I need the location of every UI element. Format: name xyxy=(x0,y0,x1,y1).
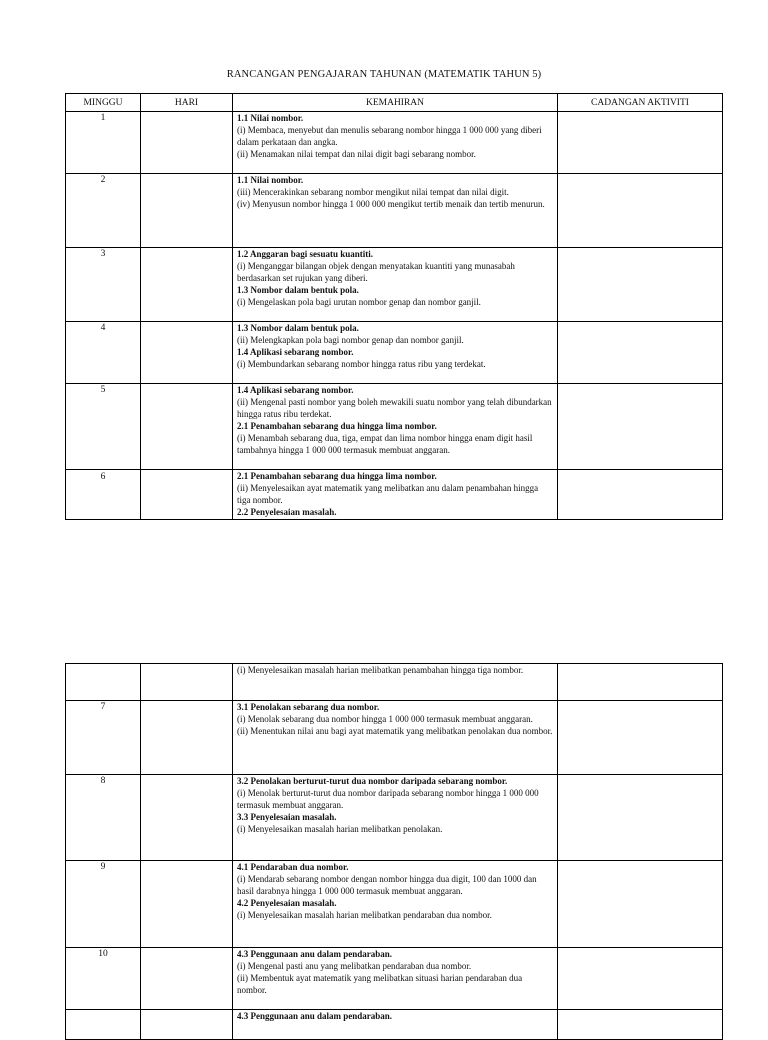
table-row xyxy=(66,174,723,248)
hari-cell xyxy=(141,248,233,322)
skill-heading: 4.3 Penggunaan anu dalam pendaraban. xyxy=(237,1011,393,1021)
skill-item: (i) Menganggar bilangan objek dengan menyatakan kuantiti yang munasabah berdasarkan set rujukan yang diberi. xyxy=(237,261,515,283)
hari-cell xyxy=(141,322,233,384)
week-number-cell: 2 xyxy=(66,174,141,248)
week-number-cell xyxy=(66,664,141,701)
skill-item: (i) Mengenal pasti anu yang melibatkan pendaraban dua nombor. xyxy=(237,961,472,971)
kemahiran-cell xyxy=(233,775,558,861)
skill-item: (i) Membaca, menyebut dan menulis sebarang nombor hingga 1 000 000 yang diberi dalam perkataan dan angka. xyxy=(237,125,542,147)
cadangan-aktiviti-cell xyxy=(558,775,723,861)
skill-item: (iv) Menyusun nombor hingga 1 000 000 mengikut tertib menaik dan tertib menurun. xyxy=(237,199,545,209)
skill-heading: 2.1 Penambahan sebarang dua hingga lima nombor. xyxy=(237,471,437,481)
skill-heading: 4.1 Pendaraban dua nombor. xyxy=(237,862,349,872)
table-header-row xyxy=(66,94,723,112)
table-row xyxy=(66,384,723,470)
table-row xyxy=(66,948,723,1010)
hari-cell xyxy=(141,384,233,470)
skill-item: (i) Menolak sebarang dua nombor hingga 1 000 000 termasuk membuat anggaran. xyxy=(237,714,533,724)
skill-heading: 2.2 Penyelesaian masalah. xyxy=(237,507,337,517)
skill-item: (i) Menyelesaikan masalah harian melibatkan penambahan hingga tiga nombor. xyxy=(237,665,524,675)
kemahiran-cell xyxy=(233,322,558,384)
table-row xyxy=(66,664,723,701)
plan-table-page-2 xyxy=(65,663,723,1040)
hari-cell xyxy=(141,1010,233,1040)
plan-table-page-1 xyxy=(65,93,723,520)
header-minggu: MINGGU xyxy=(66,94,141,112)
table-row xyxy=(66,248,723,322)
cadangan-aktiviti-cell xyxy=(558,112,723,174)
week-number-cell: 4 xyxy=(66,322,141,384)
table-row xyxy=(66,112,723,174)
hari-cell xyxy=(141,664,233,701)
cadangan-aktiviti-cell xyxy=(558,664,723,701)
kemahiran-cell xyxy=(233,112,558,174)
cadangan-aktiviti-cell xyxy=(558,322,723,384)
skill-heading: 3.2 Penolakan berturut-turut dua nombor daripada sebarang nombor. xyxy=(237,776,508,786)
skill-item: (i) Menyelesaikan masalah harian melibatkan penolakan. xyxy=(237,824,443,834)
week-number-cell: 5 xyxy=(66,384,141,470)
cadangan-aktiviti-cell xyxy=(558,861,723,948)
skill-item: (ii) Menamakan nilai tempat dan nilai digit bagi sebarang nombor. xyxy=(237,149,476,159)
skill-heading: 4.2 Penyelesaian masalah. xyxy=(237,898,337,908)
kemahiran-cell xyxy=(233,664,558,701)
cadangan-aktiviti-cell xyxy=(558,948,723,1010)
skill-item: (ii) Menentukan nilai anu bagi ayat matematik yang melibatkan penolakan dua nombor. xyxy=(237,726,553,736)
skill-heading: 1.1 Nilai nombor. xyxy=(237,113,304,123)
header-kemahiran: KEMAHIRAN xyxy=(233,94,558,112)
hari-cell xyxy=(141,948,233,1010)
skill-heading: 1.4 Aplikasi sebarang nombor. xyxy=(237,385,354,395)
skill-heading: 1.3 Nombor dalam bentuk pola. xyxy=(237,285,359,295)
hari-cell xyxy=(141,112,233,174)
table-row xyxy=(66,701,723,775)
skill-heading: 1.1 Nilai nombor. xyxy=(237,175,304,185)
skill-heading: 3.3 Penyelesaian masalah. xyxy=(237,812,337,822)
cadangan-aktiviti-cell xyxy=(558,470,723,520)
kemahiran-cell xyxy=(233,248,558,322)
week-number-cell: 9 xyxy=(66,861,141,948)
kemahiran-cell xyxy=(233,384,558,470)
week-number-cell: 6 xyxy=(66,470,141,520)
skill-heading: 1.2 Anggaran bagi sesuatu kuantiti. xyxy=(237,249,374,259)
week-number-cell: 3 xyxy=(66,248,141,322)
table-row xyxy=(66,1010,723,1040)
skill-heading: 1.4 Aplikasi sebarang nombor. xyxy=(237,347,354,357)
skill-item: (i) Membundarkan sebarang nombor hingga ratus ribu yang terdekat. xyxy=(237,359,486,369)
cadangan-aktiviti-cell xyxy=(558,174,723,248)
header-cadangan-aktiviti: CADANGAN AKTIVITI xyxy=(558,94,723,112)
cadangan-aktiviti-cell xyxy=(558,1010,723,1040)
hari-cell xyxy=(141,861,233,948)
hari-cell xyxy=(141,174,233,248)
table-row xyxy=(66,775,723,861)
kemahiran-cell xyxy=(233,1010,558,1040)
week-number-cell xyxy=(66,1010,141,1040)
skill-item: (ii) Menyelesaikan ayat matematik yang melibatkan anu dalam penambahan hingga tiga nombor. xyxy=(237,483,539,505)
skill-item: (ii) Membentuk ayat matematik yang melibatkan situasi harian pendaraban dua nombor. xyxy=(237,973,523,995)
header-hari: HARI xyxy=(141,94,233,112)
skill-heading: 2.1 Penambahan sebarang dua hingga lima nombor. xyxy=(237,421,437,431)
hari-cell xyxy=(141,775,233,861)
hari-cell xyxy=(141,701,233,775)
skill-heading: 1.3 Nombor dalam bentuk pola. xyxy=(237,323,359,333)
kemahiran-cell xyxy=(233,701,558,775)
skill-item: (i) Menyelesaikan masalah harian melibatkan pendaraban dua nombor. xyxy=(237,910,492,920)
table-row xyxy=(66,861,723,948)
week-number-cell: 8 xyxy=(66,775,141,861)
kemahiran-cell xyxy=(233,174,558,248)
skill-item: (ii) Mengenal pasti nombor yang boleh mewakili suatu nombor yang telah dibundarkan hingga ratus ribu terdekat. xyxy=(237,397,552,419)
week-number-cell: 10 xyxy=(66,948,141,1010)
cadangan-aktiviti-cell xyxy=(558,701,723,775)
skill-item: (iii) Mencerakinkan sebarang nombor mengikut nilai tempat dan nilai digit. xyxy=(237,187,509,197)
skill-heading: 4.3 Penggunaan anu dalam pendaraban. xyxy=(237,949,393,959)
week-number-cell: 1 xyxy=(66,112,141,174)
cadangan-aktiviti-cell xyxy=(558,384,723,470)
week-number-cell: 7 xyxy=(66,701,141,775)
kemahiran-cell xyxy=(233,948,558,1010)
skill-item: (i) Menolak berturut-turut dua nombor daripada sebarang nombor hingga 1 000 000 termasuk membuat anggaran. xyxy=(237,788,539,810)
document-title: RANCANGAN PENGAJARAN TAHUNAN (MATEMATIK TAHUN 5) xyxy=(226,69,542,80)
kemahiran-cell xyxy=(233,861,558,948)
kemahiran-cell xyxy=(233,470,558,520)
hari-cell xyxy=(141,470,233,520)
skill-item: (i) Mengelaskan pola bagi urutan nombor genap dan nombor ganjil. xyxy=(237,297,481,307)
skill-item: (ii) Melengkapkan pola bagi nombor genap dan nombor ganjil. xyxy=(237,335,464,345)
table-row xyxy=(66,322,723,384)
skill-item: (i) Mendarab sebarang nombor dengan nombor hingga dua digit, 100 dan 1000 dan hasil darabnya hingga 1 000 000 termasuk membuat anggaran. xyxy=(237,874,537,896)
cadangan-aktiviti-cell xyxy=(558,248,723,322)
table-row xyxy=(66,470,723,520)
skill-heading: 3.1 Penolakan sebarang dua nombor. xyxy=(237,702,380,712)
skill-item: (i) Menambah sebarang dua, tiga, empat dan lima nombor hingga enam digit hasil tambahnya hingga 1 000 000 termasuk membuat anggaran. xyxy=(237,433,533,455)
